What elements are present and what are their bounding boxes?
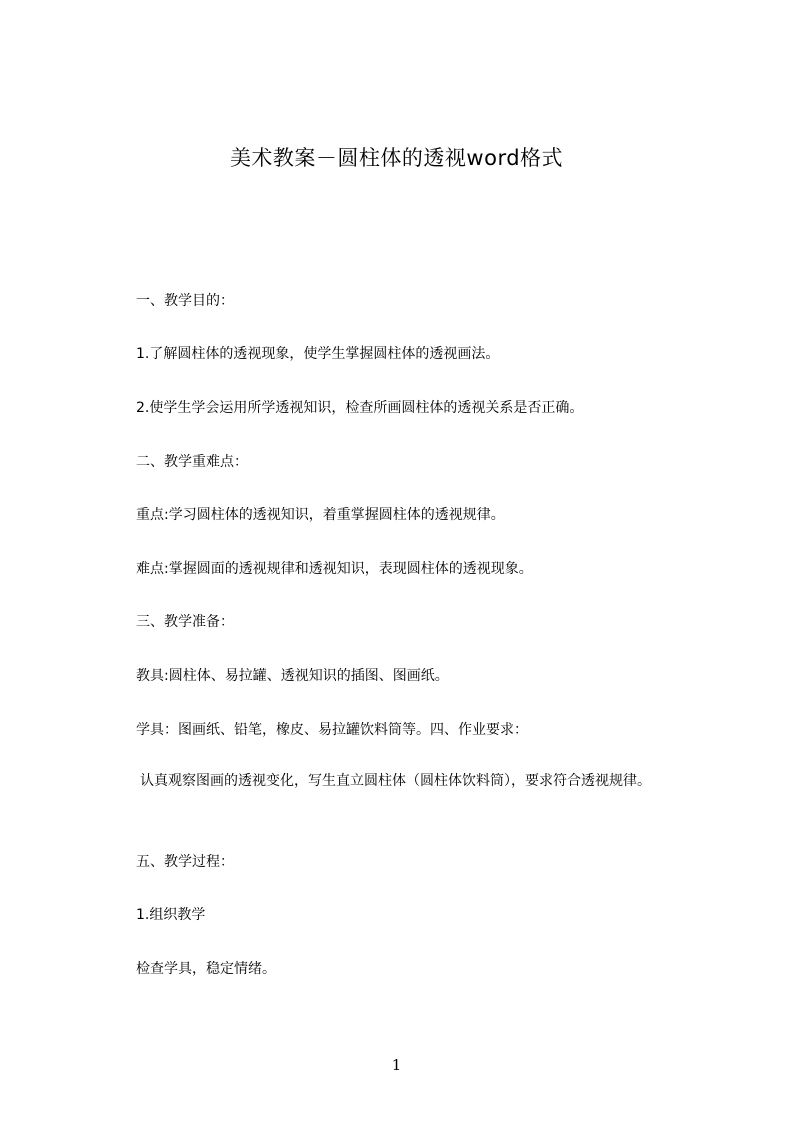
section-heading-key-points: 二、教学重难点： (136, 454, 248, 470)
section-heading-preparation: 三、教学准备： (136, 614, 234, 630)
section-heading-process: 五、教学过程： (136, 854, 234, 870)
paragraph-process-step-1: 1.组织教学 (136, 907, 206, 923)
paragraph-objective-2: 2.使学生学会运用所学透视知识，检查所画圆柱体的透视关系是否正确。 (136, 400, 584, 416)
paragraph-assignment-requirements (106, 769, 696, 793)
assignment-text: 认真观察图画的透视变化，写生直立圆柱体（圆柱体饮料筒），要求符合透视规律。 (140, 773, 651, 789)
document-title: 美术教案－圆柱体的透视word格式 (229, 146, 564, 170)
paragraph-objective-1: 1.了解圆柱体的透视现象，使学生掌握圆柱体的透视画法。 (136, 346, 500, 362)
paragraph-student-materials: 学具：图画纸、铅笔，橡皮、易拉罐饮料筒等。四、作业要求： (136, 722, 528, 738)
page-number: 1 (391, 1056, 402, 1074)
paragraph-difficult-point: 难点:掌握圆面的透视规律和透视知识，表现圆柱体的透视现象。 (136, 561, 533, 577)
paragraph-key-point: 重点:学习圆柱体的透视知识，着重掌握圆柱体的透视规律。 (136, 507, 505, 523)
paragraph-teaching-aids: 教具:圆柱体、易拉罐、透视知识的插图、图画纸。 (136, 668, 449, 684)
section-heading-objectives: 一、教学目的： (136, 293, 234, 309)
paragraph-check-materials: 检查学具，稳定情绪。 (136, 961, 276, 977)
